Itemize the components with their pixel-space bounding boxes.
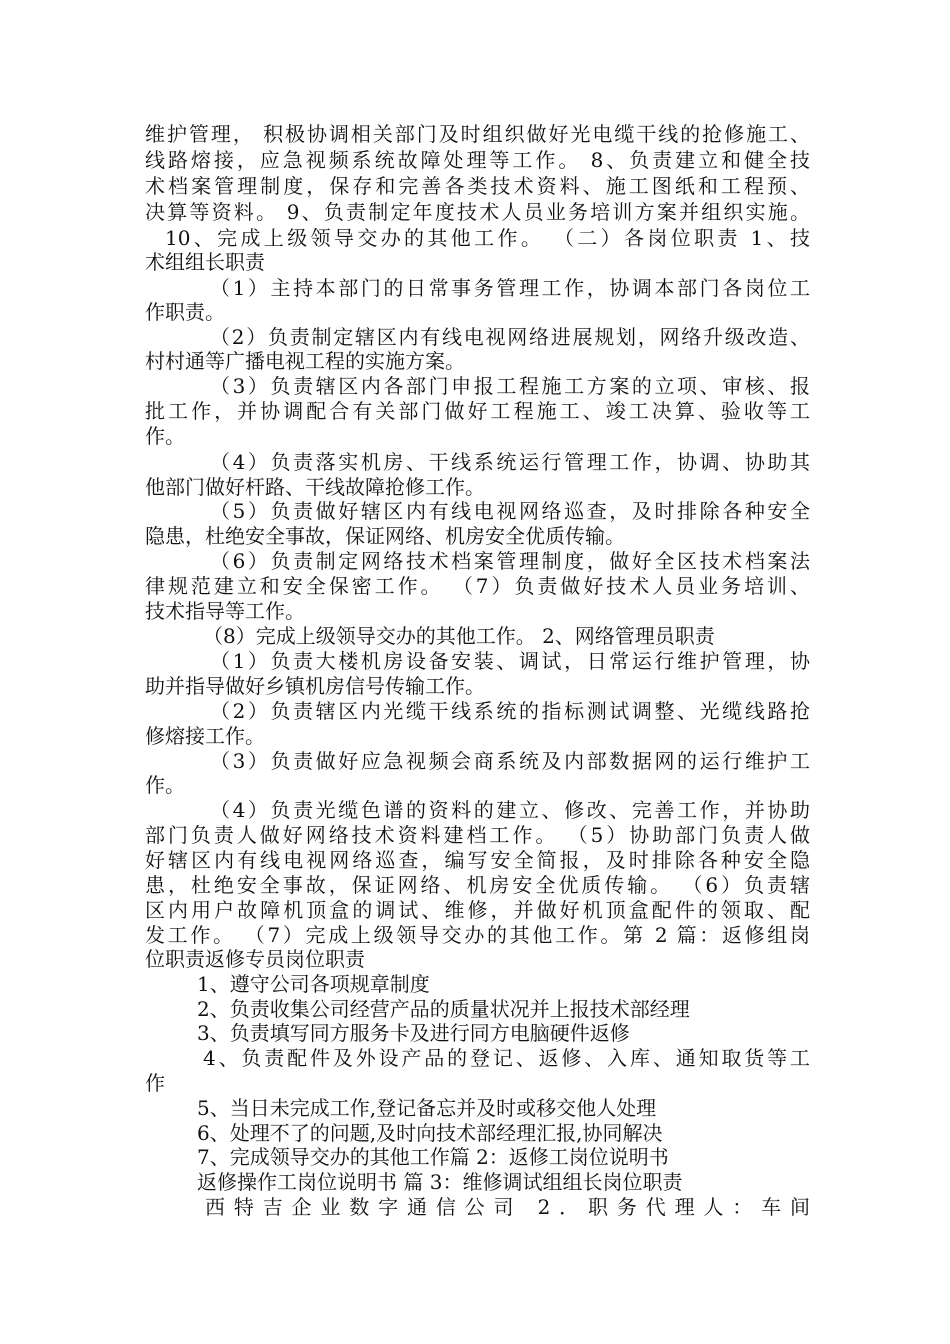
text-line: 返修操作工岗位说明书 篇 3：维修调试组组长岗位职责 [197,1170,683,1194]
text-line: 5、当日未完成工作,登记备忘并及时或移交他人处理 [197,1096,657,1120]
text-line: 修熔接工作。 [145,724,265,748]
text-line: 作 [145,1071,165,1095]
text-line: 7、完成领导交办的其他工作篇 2：返修工岗位说明书 [197,1145,669,1169]
text-line: （5）负责做好辖区内有线电视网络巡查，及时排除各种安全 [210,499,810,523]
text-line: （6）负责制定网络技术档案管理制度，做好全区技术档案法 [210,549,810,573]
text-line: 患，杜绝安全事故，保证网络、机房安全优质传输。 （6）负责辖 [145,873,810,897]
text-line: 作。 [145,424,185,448]
text-line: 维护管理， 积极协调相关部门及时组织做好光电缆干线的抢修施工、 [145,122,810,146]
text-line: 3、负责填写同方服务卡及进行同方电脑硬件返修 [197,1021,630,1045]
text-line: 10、完成上级领导交办的其他工作。 （二）各岗位职责 1、技 [165,226,810,250]
text-line: （1）主持本部门的日常事务管理工作，协调本部门各岗位工 [210,276,810,300]
text-line: 作职责。 [145,300,225,324]
text-line: 发工作。 （7）完成上级领导交办的其他工作。第 2 篇：返修组岗 [145,923,810,947]
text-line: （1）负责大楼机房设备安装、调试，日常运行维护管理，协 [210,649,810,673]
text-line: （2）负责制定辖区内有线电视网络进展规划，网络升级改造、 [210,325,810,349]
text-line: （3）负责做好应急视频会商系统及内部数据网的运行维护工 [210,749,810,773]
text-line: 部门负责人做好网络技术资料建档工作。 （5）协助部门负责人做 [145,823,810,847]
text-line: 西特吉企业数字通信公司 2．职务代理人：车间 [205,1195,810,1219]
text-line: 好辖区内有线电视网络巡查，编写安全简报，及时排除各种安全隐 [145,848,810,872]
text-line: 技术指导等工作。 [145,599,305,623]
text-line: 术组组长职责 [145,250,265,274]
text-line: （4）负责落实机房、干线系统运行管理工作，协调、协助其 [210,450,810,474]
text-line: 线路熔接，应急视频系统故障处理等工作。 8、负责建立和健全技 [145,148,810,172]
text-line: （3）负责辖区内各部门申报工程施工方案的立项、审核、报 [210,374,810,398]
text-line: 2、负责收集公司经营产品的质量状况并上报技术部经理 [197,997,690,1021]
text-line: （8）完成上级领导交办的其他工作。 2、网络管理员职责 [203,624,715,648]
text-line: 6、处理不了的问题,及时向技术部经理汇报,协同解决 [197,1121,663,1145]
text-line: 4、负责配件及外设产品的登记、返修、入库、通知取货等工 [203,1046,810,1070]
text-line: 作。 [145,773,185,797]
text-line: 村村通等广播电视工程的实施方案。 [145,349,465,373]
text-line: 位职责返修专员岗位职责 [145,947,365,971]
text-line: 1、遵守公司各项规章制度 [197,972,430,996]
text-line: （2）负责辖区内光缆干线系统的指标测试调整、光缆线路抢 [210,699,810,723]
text-line: 术档案管理制度，保存和完善各类技术资料、施工图纸和工程预、 [145,174,810,198]
text-line: 区内用户故障机顶盒的调试、维修，并做好机顶盒配件的领取、配 [145,898,810,922]
text-line: 助并指导做好乡镇机房信号传输工作。 [145,674,485,698]
text-line: 隐患，杜绝安全事故，保证网络、机房安全优质传输。 [145,524,625,548]
text-line: （4）负责光缆色谱的资料的建立、修改、完善工作，并协助 [210,798,810,822]
text-line: 他部门做好杆路、干线故障抢修工作。 [145,475,485,499]
text-line: 批工作，并协调配合有关部门做好工程施工、竣工决算、验收等工 [145,399,810,423]
text-line: 律规范建立和安全保密工作。 （7）负责做好技术人员业务培训、 [145,574,810,598]
text-line: 决算等资料。 9、负责制定年度技术人员业务培训方案并组织实施。 [145,200,810,224]
